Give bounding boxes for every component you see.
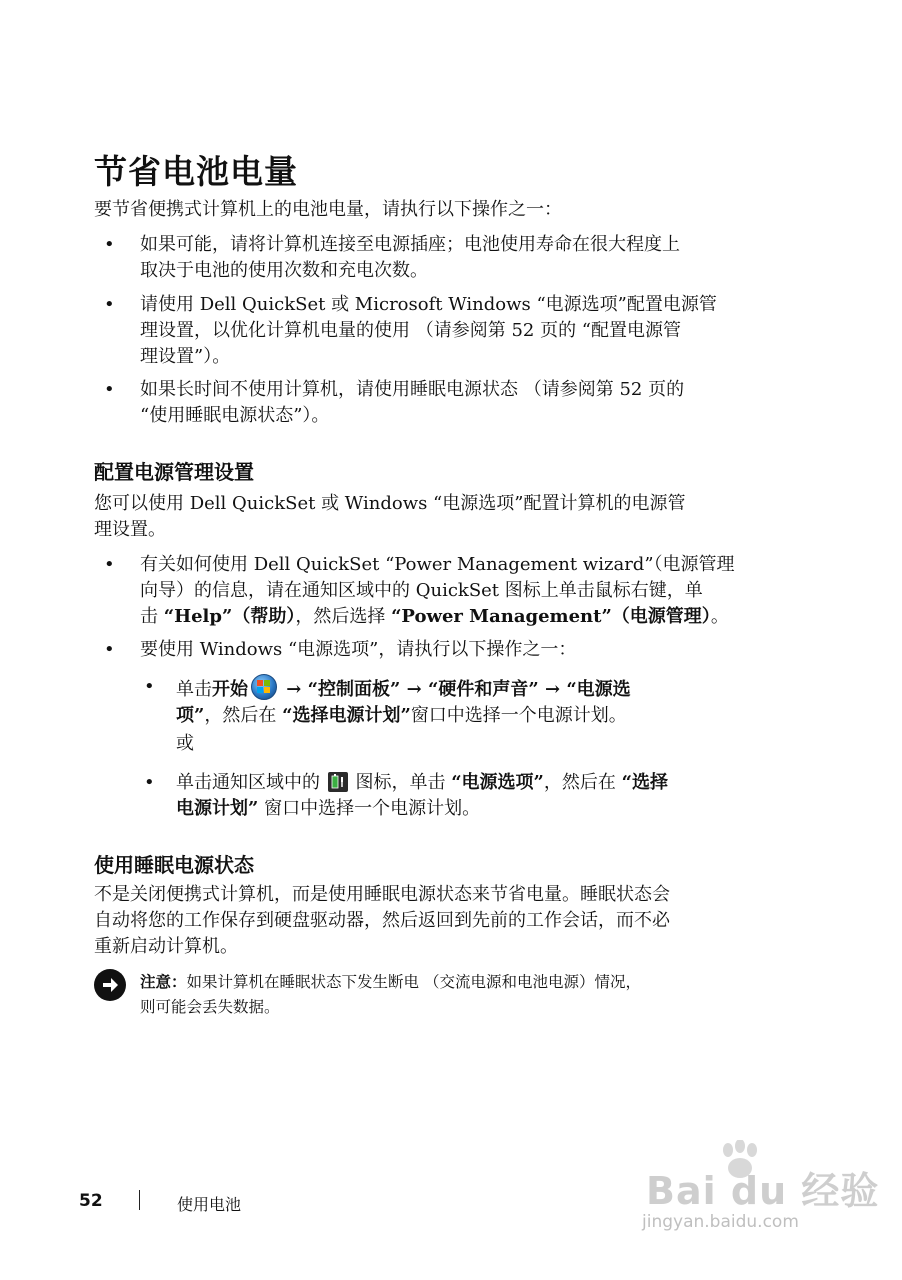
sub-bullet-marker: • bbox=[144, 772, 155, 793]
section2-paragraph: 不是关闭便携式计算机，而是使用睡眠电源状态来节省电量。睡眠状态会 自动将您的工作保存到硬盘驱动器，然后返回到先前的工作会话，而不必 重新启动计算机。 bbox=[94, 884, 670, 957]
sub-list-item: 单击开始 → “控制面板” → “硬件和声音” → “电源选 项”，然后在 “选择电源计划”窗口中选择一个电源计划。 bbox=[176, 674, 776, 729]
list-item: 要使用 Windows “电源选项”，请执行以下操作之一： bbox=[140, 639, 577, 660]
bullet-marker: • bbox=[104, 554, 115, 575]
page-title: 节省电池电量 bbox=[94, 152, 298, 191]
section-heading-sleep-state: 使用睡眠电源状态 bbox=[94, 853, 254, 877]
section-heading-power-settings: 配置电源管理设置 bbox=[94, 460, 254, 484]
or-separator: 或 bbox=[176, 733, 194, 754]
bullet-marker: • bbox=[104, 234, 115, 255]
page-number: 52 bbox=[79, 1191, 103, 1211]
battery-meter-icon bbox=[328, 772, 348, 792]
windows-start-icon bbox=[251, 674, 277, 700]
footer-divider bbox=[139, 1190, 140, 1210]
intro-paragraph: 要节省便携式计算机上的电池电量，请执行以下操作之一： bbox=[94, 199, 562, 220]
watermark-logo: Bai du 经验 bbox=[646, 1169, 880, 1213]
list-item: 如果长时间不使用计算机，请使用睡眠电源状态 （请参阅第 52 页的 “使用睡眠电源状态”）。 bbox=[140, 379, 685, 426]
notice-arrow-icon bbox=[94, 969, 126, 1001]
list-item: 如果可能，请将计算机连接至电源插座；电池使用寿命在很大程度上 取决于电池的使用次数和充电次数。 bbox=[140, 234, 680, 281]
footer-section-title: 使用电池 bbox=[177, 1195, 242, 1214]
sub-bullet-marker: • bbox=[144, 676, 155, 697]
list-item: 有关如何使用 Dell QuickSet “Power Management wizard”（电源管理 向导）的信息，请在通知区域中的 QuickSet 图标上单击鼠标右键，单 击 “Help”（帮助），然后选择 “Power Management”（电源管理）。 bbox=[140, 554, 735, 627]
watermark-url: jingyan.baidu.com bbox=[642, 1212, 799, 1232]
sub-list-item: 单击通知区域中的 图标，单击 “电源选项”，然后在 “选择 电源计划” 窗口中选择一个电源计划。 bbox=[176, 772, 668, 819]
bullet-marker: • bbox=[104, 379, 115, 400]
bullet-marker: • bbox=[104, 639, 115, 660]
notice-text: 注意：如果计算机在睡眠状态下发生断电 （交流电源和电池电源）情况， 则可能会丢失数据。 bbox=[140, 973, 641, 1016]
section1-paragraph: 您可以使用 Dell QuickSet 或 Windows “电源选项”配置计算机的电源管 理设置。 bbox=[94, 493, 686, 540]
list-item: 请使用 Dell QuickSet 或 Microsoft Windows “电源选项”配置电源管 理设置，以优化计算机电量的使用 （请参阅第 52 页的 “配置电源管 理设置”）。 bbox=[140, 294, 717, 367]
bullet-marker: • bbox=[104, 294, 115, 315]
